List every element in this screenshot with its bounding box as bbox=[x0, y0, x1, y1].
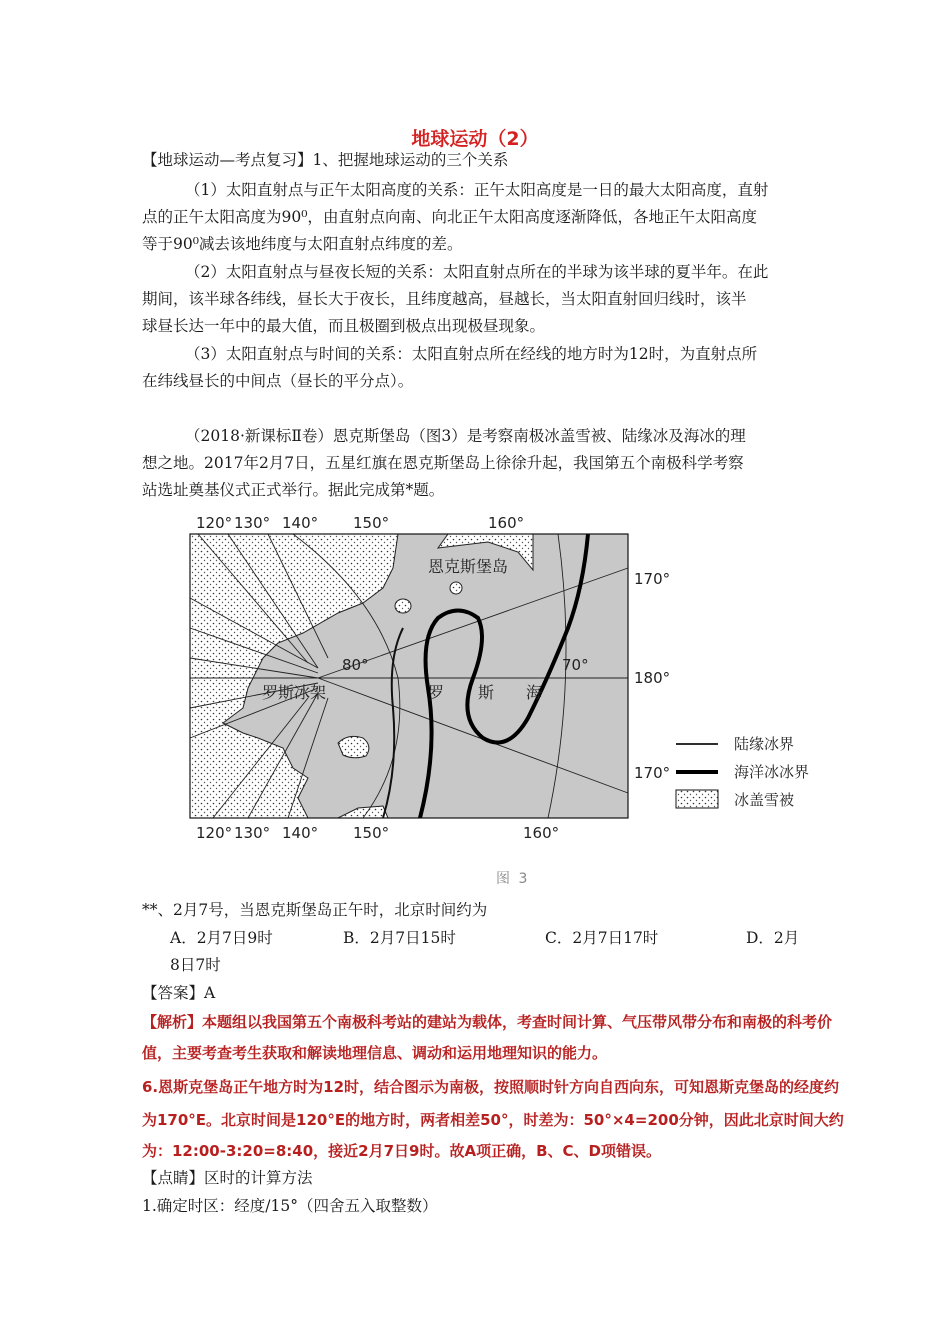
top-label-130: 130° bbox=[234, 514, 271, 532]
review-p1-line1: （1）太阳直射点与正午太阳高度的关系：正午太阳高度是一日的最大太阳高度，直射 bbox=[185, 181, 769, 199]
option-b: B．2月7日15时 bbox=[343, 929, 456, 947]
analysis-line1: 【解析】本题组以我国第五个南极科考站的建站为载体，考查时间计算、气压带风带分布和南极的科考价 bbox=[142, 1013, 833, 1031]
legend-land-ice: 陆缘冰界 bbox=[734, 735, 795, 753]
question-text: **、2月7号，当恩克斯堡岛正午时，北京时间约为 bbox=[142, 901, 488, 919]
place-ross-ice-shelf: 罗斯冰架 bbox=[262, 683, 327, 702]
place-ross-sea-2: 斯 bbox=[478, 683, 495, 702]
intro-line1: （2018·新课标Ⅱ卷）恩克斯堡岛（图3）是考察南极冰盖雪被、陆缘冰及海冰的理 bbox=[185, 427, 746, 445]
lat-label-70: 70° bbox=[562, 656, 589, 674]
option-d-continued: 8日7时 bbox=[170, 956, 221, 974]
option-a: A．2月7日9时 bbox=[170, 929, 273, 947]
top-label-150: 150° bbox=[353, 514, 390, 532]
intro-line2: 想之地。2017年2月7日，五星红旗在恩克斯堡岛上徐徐升起，我国第五个南极科学考察 bbox=[142, 454, 744, 472]
legend-sea-ice: 海洋冰冰界 bbox=[734, 763, 810, 781]
review-heading: 【地球运动—考点复习】1、把握地球运动的三个关系 bbox=[142, 151, 509, 169]
place-ross-sea-3: 海 bbox=[526, 683, 543, 702]
review-p2-line2: 期间，该半球各纬线，昼长大于夜长，且纬度越高，昼越长，当太阳直射回归线时，该半 bbox=[142, 290, 747, 308]
map-legend bbox=[676, 735, 809, 809]
review-p2-line1: （2）太阳直射点与昼夜长短的关系：太阳直射点所在的半球为该半球的夏半年。在此 bbox=[185, 263, 769, 281]
option-d: D．2月 bbox=[746, 929, 800, 947]
analysis-line2: 值，主要考查考生获取和解读地理信息、调动和运用地理知识的能力。 bbox=[142, 1044, 608, 1062]
top-label-160: 160° bbox=[488, 514, 525, 532]
figure-caption: 图 3 bbox=[496, 871, 530, 887]
review-p3-line1: （3）太阳直射点与时间的关系：太阳直射点所在经线的地方时为12时，为直射点所 bbox=[185, 345, 758, 363]
top-label-140: 140° bbox=[282, 514, 319, 532]
enksburg-island-dot bbox=[450, 582, 462, 594]
option-c: C．2月7日17时 bbox=[545, 929, 659, 947]
lat-label-80: 80° bbox=[342, 656, 369, 674]
review-p2-line3: 球昼长达一年中的最大值，而且极圈到极点出现极昼现象。 bbox=[142, 317, 546, 335]
bottom-label-130: 130° bbox=[234, 824, 271, 842]
bottom-label-160: 160° bbox=[523, 824, 560, 842]
review-p3-line2: 在纬线昼长的中间点（昼长的平分点）。 bbox=[142, 372, 414, 390]
place-enksburg: 恩克斯堡岛 bbox=[428, 557, 509, 576]
tip-heading: 【点睛】区时的计算方法 bbox=[142, 1169, 313, 1187]
top-label-120: 120° bbox=[196, 514, 233, 532]
review-p1-line2: 点的正午太阳高度为90⁰，由直射点向南、向北正午太阳高度逐渐降低，各地正午太阳高度 bbox=[142, 208, 757, 226]
place-ross-sea-1: 罗 bbox=[428, 683, 445, 702]
right-label-170-bottom: 170° bbox=[634, 764, 671, 782]
bottom-label-140: 140° bbox=[282, 824, 319, 842]
right-label-180: 180° bbox=[634, 669, 671, 687]
ross-sea-map bbox=[188, 508, 868, 848]
bottom-label-150: 150° bbox=[353, 824, 390, 842]
review-p1-line3: 等于90⁰减去该地纬度与太阳直射点纬度的差。 bbox=[142, 235, 463, 253]
right-label-170-top: 170° bbox=[634, 570, 671, 588]
intro-line3: 站选址奠基仪式正式举行。据此完成第*题。 bbox=[142, 481, 445, 499]
tip-step1: 1.确定时区：经度/15°（四舍五入取整数） bbox=[142, 1197, 438, 1215]
analysis-line3: 6.恩斯克堡岛正午地方时为12时，结合图示为南极，按照顺时针方向自西向东，可知恩斯克堡岛的经度约 bbox=[142, 1078, 840, 1096]
legend-ice-cover: 冰盖雪被 bbox=[734, 791, 795, 809]
analysis-line5: 为：12:00-3:20=8:40，接近2月7日9时。故A项正确，B、C、D项错误。 bbox=[142, 1142, 661, 1160]
answer: 【答案】A bbox=[142, 984, 216, 1002]
page-title: 地球运动（2） bbox=[411, 128, 539, 150]
analysis-line4: 为170°E。北京时间是120°E的地方时，两者相差50°，时差为：50°×4=200分钟，因此北京时间大约 bbox=[142, 1111, 844, 1129]
bottom-label-120: 120° bbox=[196, 824, 233, 842]
